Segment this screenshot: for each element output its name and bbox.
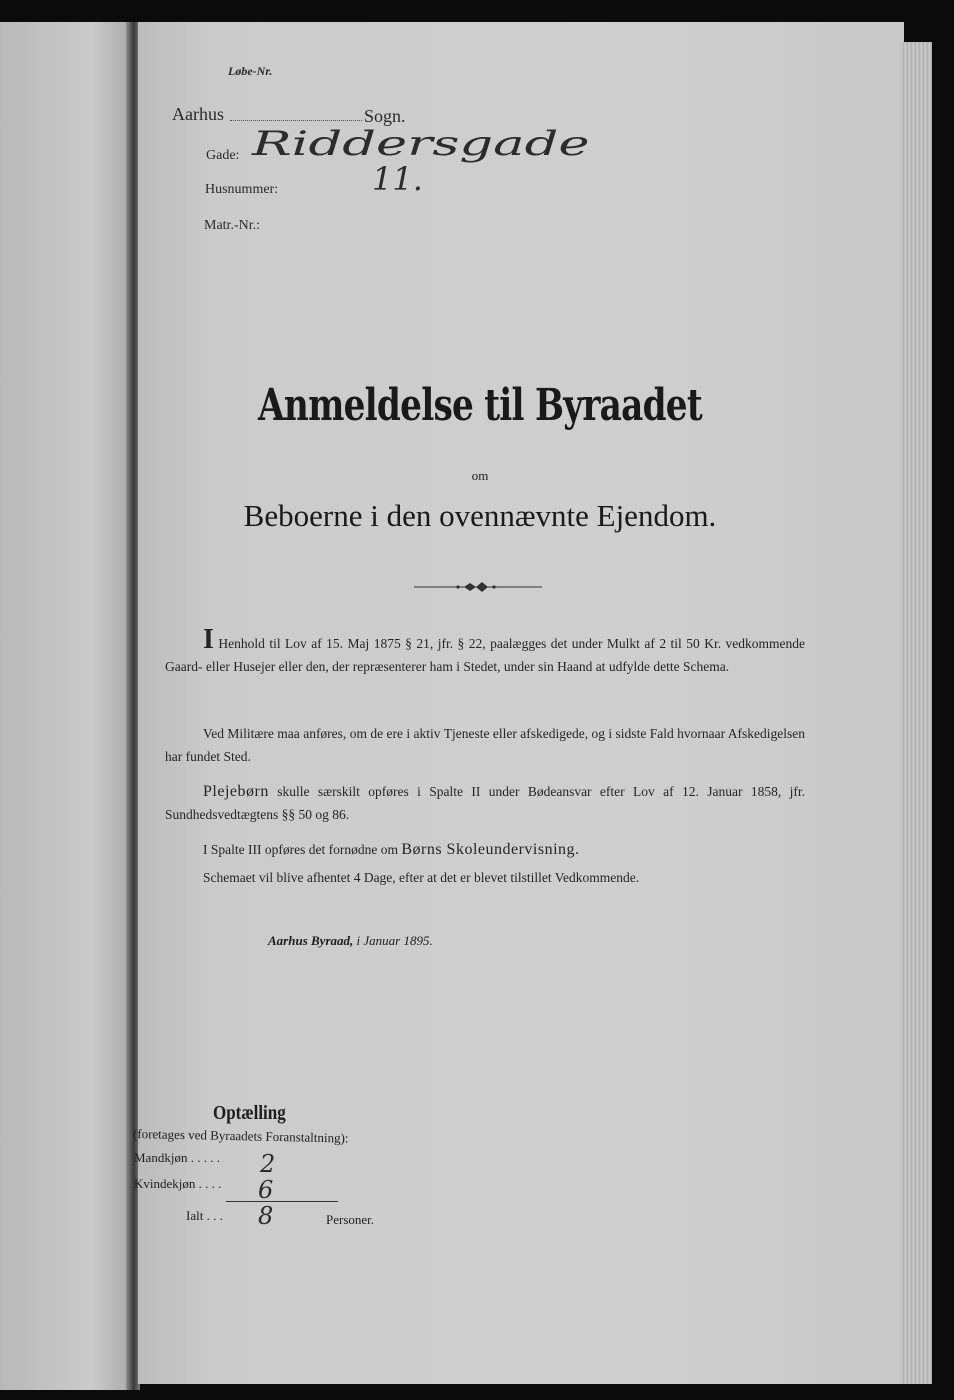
foster-children-emphasis: Plejebørn [203, 783, 269, 800]
paragraph-foster-children [165, 780, 805, 826]
ornament-divider [414, 580, 542, 594]
total-count-label: Ialt . . . [186, 1208, 223, 1223]
parish-dotline [230, 120, 362, 121]
paragraph-schooling [165, 838, 805, 861]
title-connector: om [471, 468, 489, 483]
female-count-handwritten-value: 6 [258, 1176, 274, 1204]
paragraph-collection-text: Schemaet vil blive afhentet 4 Dage, efter at det er blevet tilstillet Vedkommende. [203, 870, 640, 885]
female-count-label: Kvindekjøn . . . . [134, 1176, 222, 1191]
council-name: Aarhus Byraad, [268, 933, 354, 948]
count-title: Optælling [213, 1102, 286, 1124]
count-subtitle: (foretages ved Byraadets Foranstaltning): [132, 1126, 349, 1146]
house-number-handwritten-value: 11. [372, 160, 423, 198]
sum-line [226, 1201, 338, 1202]
paragraph-military [165, 722, 805, 768]
parish-suffix: Sogn. [364, 106, 406, 126]
persons-label: Personer. [326, 1212, 375, 1227]
paragraph-law-text: Henhold til Lov af 15. Maj 1875 § 21, jfr. § 22, paalægges det under Mulkt af 2 til 50 Kr. vedkommende Gaard- eller Husejer eller den, der repræsenterer ham i Stedet, under sin Haand at udfylde dette Schema. [165, 636, 805, 674]
total-count-handwritten-value: 8 [258, 1202, 274, 1230]
form-subtitle: Beboerne i den ovennævnte Ejendom. [243, 498, 717, 533]
paragraph-schooling-text: I Spalte III opføres det fornødne om [203, 842, 398, 857]
paragraph-foster-text: skulle særskilt opføres i Spalte II under Bødeansvar efter Lov af 12. Januar 1858, jfr. Sundhedsvedtægtens §§ 50 og 86. [165, 784, 806, 822]
drop-initial: I [203, 624, 214, 655]
page-edges [900, 42, 932, 1384]
street-handwritten-value: Riddersgade [252, 124, 590, 164]
issue-date: i Januar 1895. [356, 933, 433, 948]
council-signature [268, 933, 433, 949]
paragraph-military-text: Ved Militære maa anføres, om de ere i aktiv Tjeneste eller afskedigede, og i sidste Fald hvornaar Afskedigelsen har fundet Sted. [165, 726, 805, 764]
lobe-nr-label: Løbe-Nr. [228, 64, 273, 78]
form-title: Anmeldelse til Byraadet [258, 380, 702, 431]
street-label: Gade: [206, 148, 240, 163]
house-number-label: Husnummer: [205, 182, 279, 197]
male-count-handwritten-value: 2 [260, 1150, 276, 1178]
parish-name: Aarhus [172, 104, 224, 124]
male-count-label: Mandkjøn . . . . . [134, 1150, 220, 1165]
schooling-emphasis: Børns Skoleundervisning. [401, 841, 580, 858]
paragraph-law [165, 624, 805, 678]
paragraph-collection [165, 866, 805, 889]
left-page [0, 22, 132, 1390]
matr-nr-label: Matr.-Nr.: [204, 218, 260, 233]
